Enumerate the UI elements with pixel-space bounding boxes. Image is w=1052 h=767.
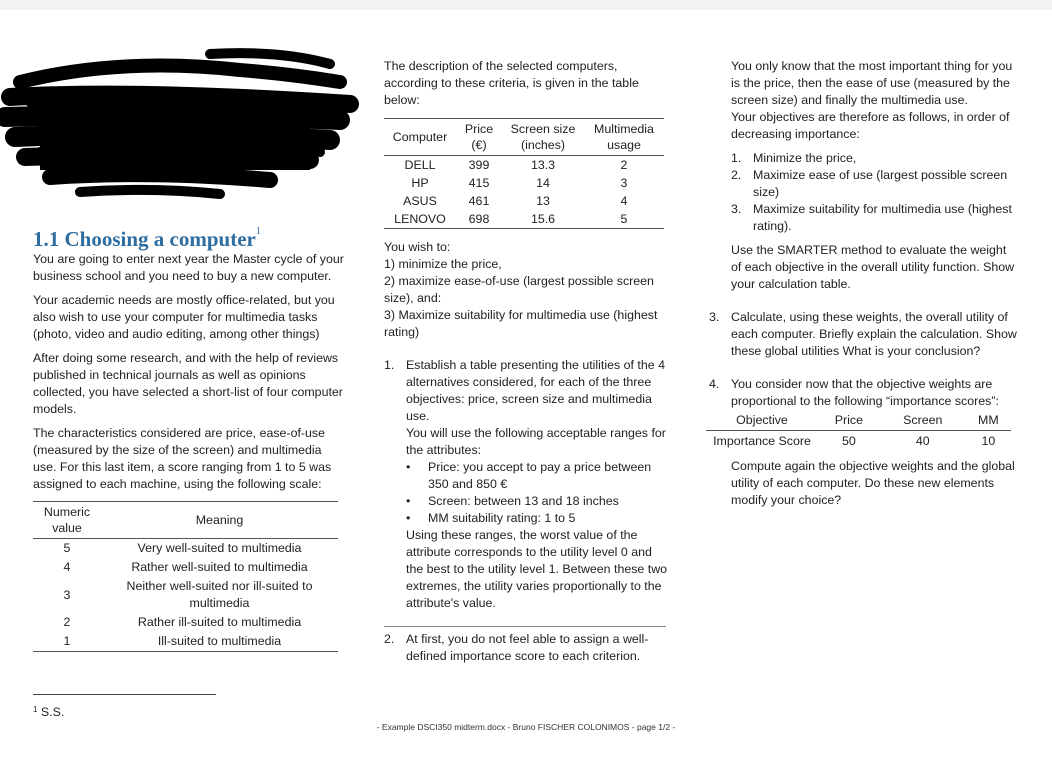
list-item: 3. Maximize suitability for multimedia use (highest rating). bbox=[731, 202, 1012, 233]
table-header: Computer bbox=[392, 130, 448, 144]
paragraph: The characteristics considered are price, ease-of-use (measured by the size of the screen) and multimedia use. For this last item, a score ranging from 1 to 5 was assigned to each machine, using the following scale: bbox=[33, 426, 332, 491]
column-left bbox=[33, 227, 345, 652]
page-footer: - Example DSCI350 midterm.docx - Bruno FISCHER COLONIMOS - page 1/2 - bbox=[376, 722, 676, 732]
document-page bbox=[0, 10, 1052, 767]
section-heading: 1.1 Choosing a computer$^1$ bbox=[33, 226, 261, 251]
paragraph: 2) maximize ease-of-use (largest possible screen size), and: bbox=[384, 274, 654, 305]
computers-table bbox=[384, 118, 664, 229]
question-1: 1. Establish a table presenting the utilities of the 4 alternatives considered, for each of the three objectives: price, screen size and multimedia use. You will use the following acceptable ranges for the attributes: • Price: you accept to pay a price between 350 and 850 € • Screen: between 13 and 18 inches • MM suitability rating: 1 to 5 Using these ranges, the worst value of the attribute corresponds to the utility level 0 and the best to the utility level 1. Between these two extremes, the utility varies proportionally to the attribute's value. bbox=[384, 358, 668, 610]
table-header: Price (€) bbox=[464, 122, 494, 152]
table-row: ASUS 461 13 4 bbox=[403, 194, 628, 208]
table-header: MM bbox=[978, 413, 999, 427]
list-item: • MM suitability rating: 1 to 5 bbox=[406, 511, 576, 525]
question-3: 3. Calculate, using these weights, the overall utility of each computer. Briefly explain the calculation. Show these global utilities What is your conclusion? bbox=[709, 310, 1017, 358]
table-header: Objective bbox=[736, 413, 788, 427]
table-row: LENOVO 698 15.6 5 bbox=[384, 210, 664, 229]
paragraph: Use the SMARTER method to evaluate the weight of each objective in the overall utility function. Show your calculation table. bbox=[731, 243, 1015, 291]
paragraph: 1) minimize the price, bbox=[384, 257, 502, 271]
table-header: Screen bbox=[903, 413, 943, 427]
list-item: 2. Maximize ease of use (largest possible screen size) bbox=[731, 168, 1008, 199]
paragraph: Compute again the objective weights and the global utility of each computer. Do these new elements modify your choice? bbox=[731, 459, 1015, 507]
redaction-scribble bbox=[0, 42, 360, 202]
table-row: 2 Rather ill-suited to multimedia bbox=[63, 615, 302, 629]
footnote: $^1$ S.S. bbox=[33, 705, 65, 719]
table-row: 1 Ill-suited to multimedia bbox=[33, 632, 338, 652]
table-row: HP 415 14 3 bbox=[411, 176, 628, 190]
table-row: DELL 399 13.3 2 bbox=[404, 158, 628, 172]
paragraph: Your academic needs are mostly office-related, but you also wish to use your computer for multimedia tasks (photo, video and audio editing, among other things) bbox=[33, 293, 335, 341]
column-right bbox=[709, 58, 1019, 509]
column-middle bbox=[384, 58, 669, 665]
paragraph: Your objectives are therefore as follows, in order of decreasing importance: bbox=[731, 110, 1010, 141]
paragraph: You are going to enter next year the Master cycle of your business school and you need to buy a new computer. bbox=[33, 252, 344, 283]
scale-table bbox=[33, 501, 338, 652]
list-item: • Price: you accept to pay a price between 350 and 850 € bbox=[406, 460, 652, 491]
table-header: Numeric value bbox=[43, 505, 91, 535]
paragraph: After doing some research, and with the help of reviews published in technical journals as well as opinions collected, you have selected a short-list of four computer models. bbox=[33, 351, 343, 416]
list-item: 1. Minimize the price, bbox=[731, 151, 857, 165]
paragraph: You wish to: bbox=[384, 240, 451, 254]
table-row: 5 Very well-suited to multimedia bbox=[63, 541, 302, 555]
question-2: 2. At first, you do not feel able to assign a well-defined importance score to each criterion. bbox=[384, 632, 649, 663]
table-row: 3 Neither well-suited nor ill-suited to multimedia bbox=[63, 579, 313, 610]
paragraph: You only know that the most important thing for you is the price, then the ease of use (measured by the screen size) and finally the multimedia use. bbox=[731, 59, 1013, 107]
table-row: Importance Score 50 40 10 bbox=[713, 434, 996, 448]
paragraph: 3) Maximize suitability for multimedia use (highest rating) bbox=[384, 308, 658, 339]
table-header: Screen size (inches) bbox=[510, 122, 576, 152]
question-4: 4. You consider now that the objective weights are proportional to the following “importance scores”: bbox=[709, 377, 999, 408]
footnote-separator bbox=[33, 694, 216, 695]
importance-table bbox=[706, 410, 1011, 451]
list-item: • Screen: between 13 and 18 inches bbox=[406, 494, 619, 508]
table-row: 4 Rather well-suited to multimedia bbox=[63, 560, 308, 574]
table-header: Meaning bbox=[195, 513, 244, 527]
paragraph: The description of the selected computers, according to these criteria, is given in the table below: bbox=[384, 59, 639, 107]
table-header: Multimedia usage bbox=[594, 122, 654, 152]
table-header: Price bbox=[834, 413, 864, 427]
